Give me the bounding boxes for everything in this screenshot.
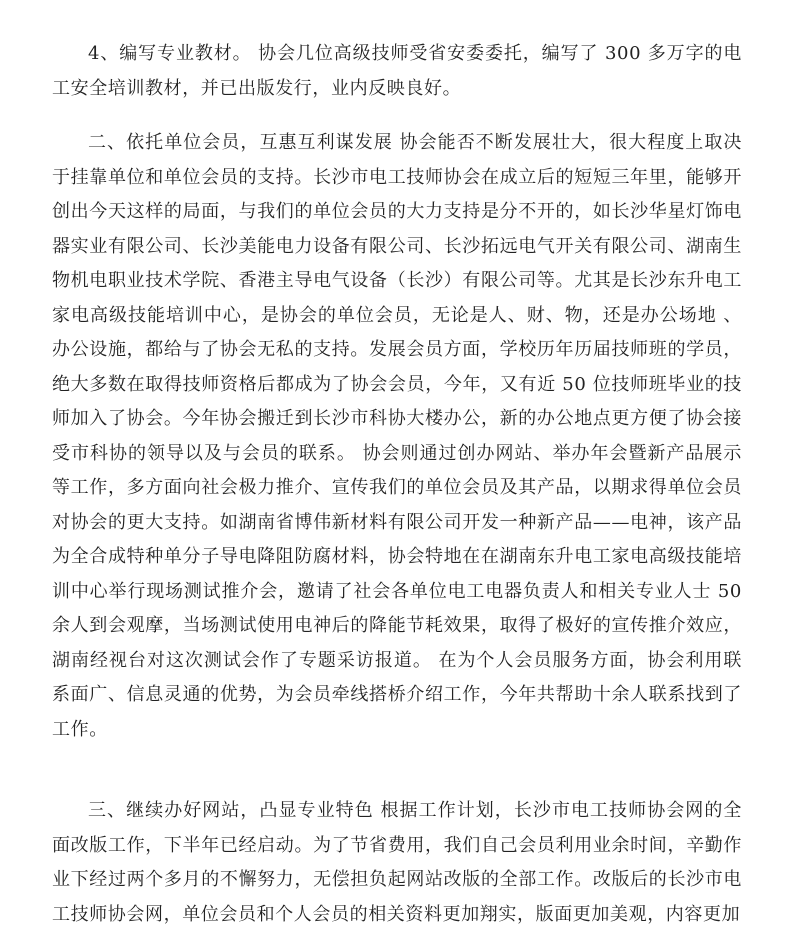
paragraph-unit-members: 二、依托单位会员，互惠互利谋发展 协会能否不断发展壮大，很大程度上取决于挂靠单位和单位会员的支持。长沙市电工技师协会在成立后的短短三年里，能够开创出今天这样的局面，与我们的单位会员的大力支持是分不开的，如长沙华星灯饰电器实业有限公司、长沙美能电力设备有限公司、长沙拓远电气开关有限公司、湖南生物机电职业技术学院、香港主导电气设备（长沙）有限公司等。尤其是长沙东升电工家电高级技能培训中心，是协会的单位会员，无论是人、财、物，还是办公场地 、办公设施，都给与了协会无私的支持。发展会员方面，学校历年历届技师班的学员，绝大多数在取得技师资格后都成为了协会会员，今年，又有近 50 位技师班毕业的技师加入了协会。今年协会搬迁到长沙市科协大楼办公，新的办公地点更方便了协会接受市科协的领导以及与会员的联系。 协会则通过创办网站、举办年会暨新产品展示等工作，多方面向社会极力推介、宣传我们的单位会员及其产品，以期求得单位会员对协会的更大支持。如湖南省博伟新材料有限公司开发一种新产品——电神，该产品为全合成特种单分子导电降阻防腐材料，协会特地在在湖南东升电工家电高级技能培训中心举行现场测试推介会，邀请了社会各单位电工电器负责人和相关专业人士 50 余人到会观摩，当场测试使用电神后的降能节耗效果，取得了极好的宣传推介效应，湖南经视台对这次测试会作了专题采访报道。 在为个人会员服务方面，协会利用联系面广、信息灵通的优势，为会员牵线搭桥介绍工作，今年共帮助十余人联系找到了工作。 bbox=[52, 132, 742, 740]
paragraph-textbook: 4、编写专业教材。 协会几位高级技师受省安委委托，编写了 300 多万字的电工安全培训教材，并已出版发行，业内反映良好。 bbox=[52, 43, 742, 99]
paragraph-website: 三、继续办好网站，凸显专业特色 根据工作计划，长沙市电工技师协会网的全面改版工作，下半年已经启动。为了节省费用，我们自己会员利用业余时间，辛勤作业下经过两个多月的不懈努力，无偿担负起网站改版的全部工作。改版后的长沙市电工技师协会网，单位会员和个人会员的相关资料更加翔实，版面更加美观，内容更加 bbox=[52, 800, 742, 925]
